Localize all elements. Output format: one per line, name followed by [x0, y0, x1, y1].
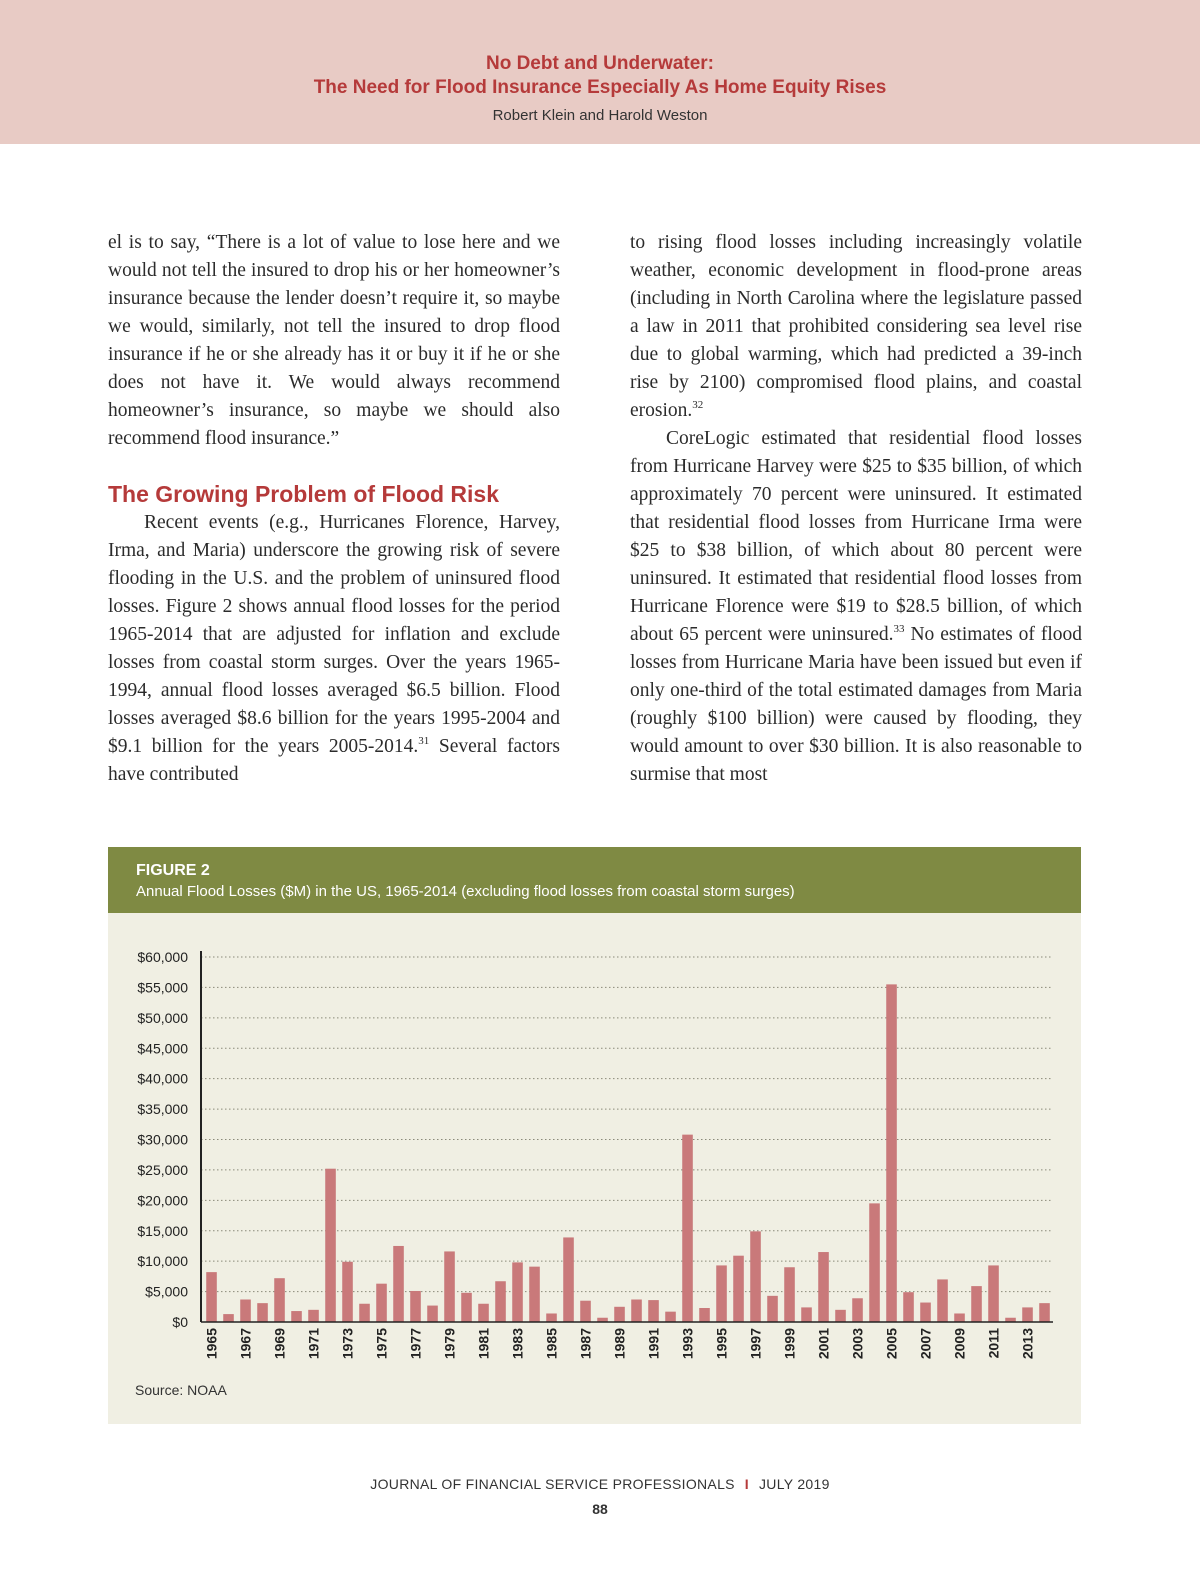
x-tick-label: 1969 [271, 1328, 288, 1360]
article-authors: Robert Klein and Harold Weston [492, 107, 708, 124]
bar-1989 [614, 1307, 625, 1322]
bar-2006 [903, 1292, 914, 1322]
bar-1967 [240, 1299, 251, 1322]
bar-1979 [444, 1251, 455, 1322]
bar-1998 [767, 1296, 778, 1322]
x-tick-label: 1981 [475, 1328, 492, 1360]
bar-2004 [869, 1203, 880, 1322]
y-tick-label: $0 [172, 1314, 188, 1330]
x-tick-label: 1973 [339, 1328, 356, 1360]
x-tick-label: 2013 [1019, 1328, 1036, 1360]
x-tick-label: 1995 [713, 1328, 730, 1360]
bar-1986 [563, 1237, 574, 1322]
x-tick-label: 1971 [305, 1328, 322, 1360]
y-tick-label: $20,000 [137, 1192, 188, 1209]
page-number: 88 [592, 1501, 608, 1517]
bar-1992 [665, 1312, 676, 1322]
x-tick-label: 1975 [373, 1328, 390, 1360]
bar-2003 [852, 1298, 863, 1322]
x-tick-label: 2011 [985, 1328, 1002, 1359]
bar-1990 [631, 1299, 642, 1322]
bar-1976 [393, 1246, 404, 1322]
bar-1971 [308, 1310, 319, 1322]
figure-caption: Annual Flood Losses ($M) in the US, 1965-2014 (excluding flood losses from coastal storm surges) [136, 883, 795, 900]
journal-name: JOURNAL OF FINANCIAL SERVICE PROFESSIONALS [370, 1476, 735, 1492]
bar-1975 [376, 1284, 387, 1322]
bar-1997 [750, 1231, 761, 1322]
figure-label: FIGURE 2 [136, 862, 210, 879]
x-tick-label: 1991 [645, 1328, 662, 1360]
paragraph: el is to say, “There is a lot of value to lose here and we would not tell the insured to drop his or her homeowner’s insurance because the lender doesn’t require it, so maybe we would, similarly, not tell the insured to drop flood insurance if he or she already has it or buy it if he or she does not have it. We would always recommend homeowner’s insurance, so maybe we should also recommend flood insurance.” [108, 232, 560, 449]
bar-1969 [274, 1278, 285, 1322]
paragraph-text: No estimates of flood losses from Hurricane Maria have been issued but even if only one-third of the total estimated damages from Maria (roughly $100 billion) were caused by flooding, they would amount to over $30 billion. It is also reasonable to surmise that most [630, 624, 1082, 785]
bar-2007 [920, 1303, 931, 1322]
article-title-line2: The Need for Flood Insurance Especially As Home Equity Rises [313, 77, 887, 98]
bar-1983 [512, 1262, 523, 1322]
x-tick-label: 1989 [611, 1328, 628, 1360]
x-tick-label: 1965 [203, 1328, 220, 1360]
x-tick-label: 2001 [815, 1328, 832, 1360]
left-column [108, 229, 560, 789]
paragraph-text: Several factors have contributed [108, 736, 561, 785]
bar-2008 [937, 1279, 948, 1322]
x-tick-label: 2005 [883, 1328, 900, 1360]
figure-source: Source: NOAA [135, 1382, 227, 1398]
x-tick-label: 1983 [509, 1328, 526, 1360]
bar-1994 [699, 1308, 710, 1322]
y-tick-label: $40,000 [137, 1070, 188, 1087]
x-tick-label: 1977 [407, 1328, 424, 1360]
bar-1966 [223, 1314, 234, 1322]
bar-1965 [206, 1272, 217, 1322]
bar-1995 [716, 1265, 727, 1322]
y-tick-label: $60,000 [137, 949, 188, 965]
y-tick-label: $25,000 [137, 1161, 188, 1178]
y-tick-label: $15,000 [137, 1222, 188, 1239]
bar-1968 [257, 1303, 268, 1322]
bar-1999 [784, 1267, 795, 1322]
section-heading: The Growing Problem of Flood Risk [108, 481, 500, 507]
right-column [630, 229, 1082, 789]
paragraph [108, 509, 560, 789]
paragraph [630, 425, 1082, 789]
x-tick-label: 2007 [917, 1328, 934, 1360]
issue-date: JULY 2019 [759, 1476, 830, 1492]
bar-chart [108, 847, 1081, 1424]
bar-2002 [835, 1310, 846, 1322]
y-tick-label: $50,000 [137, 1009, 188, 1026]
bar-1982 [495, 1281, 506, 1322]
bar-2009 [954, 1313, 965, 1322]
x-tick-label: 2003 [849, 1328, 866, 1360]
paragraph-text: CoreLogic estimated that residential flood losses from Hurricane Harvey were $25 to $35 billion, of which approximately 70 percent were uninsured. It estimated that residential flood losses from Hurricane Irma were $25 to $38 billion, of which about 80 percent were uninsured. It estimated that residential flood losses from Hurricane Florence were $19 to $28.5 billion, of which about 65 percent were uninsured. [630, 428, 1082, 645]
bar-1993 [682, 1135, 693, 1322]
bar-1991 [648, 1300, 659, 1322]
bar-2005 [886, 984, 897, 1322]
footnote-ref: 31 [418, 735, 430, 747]
x-tick-label: 1985 [543, 1328, 560, 1360]
footnote-ref: 33 [893, 623, 905, 635]
y-tick-label: $55,000 [137, 979, 188, 996]
article-title-line1: No Debt and Underwater: [485, 53, 715, 74]
bar-2001 [818, 1252, 829, 1322]
x-tick-label: 1993 [679, 1328, 696, 1360]
bar-1977 [410, 1291, 421, 1322]
footnote-ref: 32 [692, 399, 704, 411]
y-tick-label: $30,000 [137, 1131, 188, 1148]
bar-1973 [342, 1262, 353, 1322]
bar-1978 [427, 1306, 438, 1322]
header-band [0, 0, 1200, 144]
paragraph-text: Recent events (e.g., Hurricanes Florence, Harvey, Irma, and Maria) underscore the growing risk of severe flooding in the U.S. and the problem of uninsured flood losses. Figure 2 shows annual flood losses for the period 1965-2014 that are adjusted for inflation and exclude losses from coastal storm surges. Over the years 1965-1994, annual flood losses averaged $6.5 billion. Flood losses averaged $8.6 billion for the years 1995-2004 and $9.1 billion for the years 2005-2014. [108, 512, 560, 757]
bar-1981 [478, 1304, 489, 1322]
paragraph-text: to rising flood losses including increasingly volatile weather, economic development in flood-prone areas (including in North Carolina where the legislature passed a law in 2011 that prohibited considering sea level rise due to global warming, which had predicted a 39-inch rise by 2100) compromised flood plains, and coastal erosion. [630, 232, 1082, 421]
y-tick-label: $45,000 [137, 1040, 188, 1057]
bar-2000 [801, 1307, 812, 1322]
bar-1984 [529, 1267, 540, 1322]
bar-1970 [291, 1311, 302, 1322]
x-tick-label: 2009 [951, 1328, 968, 1360]
x-tick-label: 1997 [747, 1328, 764, 1360]
footer-separator: I [744, 1476, 749, 1492]
y-tick-label: $35,000 [137, 1101, 188, 1118]
bar-2013 [1022, 1307, 1033, 1322]
footer-journal-line [0, 1476, 1200, 1492]
bar-2010 [971, 1286, 982, 1322]
bar-1996 [733, 1256, 744, 1322]
y-tick-label: $10,000 [137, 1253, 188, 1270]
bar-1980 [461, 1293, 472, 1322]
x-tick-label: 1967 [237, 1328, 254, 1360]
y-tick-label: $5,000 [145, 1283, 188, 1300]
bar-2011 [988, 1265, 999, 1322]
bar-1985 [546, 1313, 557, 1322]
paragraph [630, 229, 1082, 425]
figure-2 [108, 847, 1081, 1424]
x-tick-label: 1999 [781, 1328, 798, 1360]
bar-1974 [359, 1304, 370, 1322]
x-tick-label: 1987 [577, 1328, 594, 1360]
x-tick-label: 1979 [441, 1328, 458, 1360]
bar-1972 [325, 1169, 336, 1322]
bar-2014 [1039, 1303, 1050, 1322]
bar-1987 [580, 1301, 591, 1322]
